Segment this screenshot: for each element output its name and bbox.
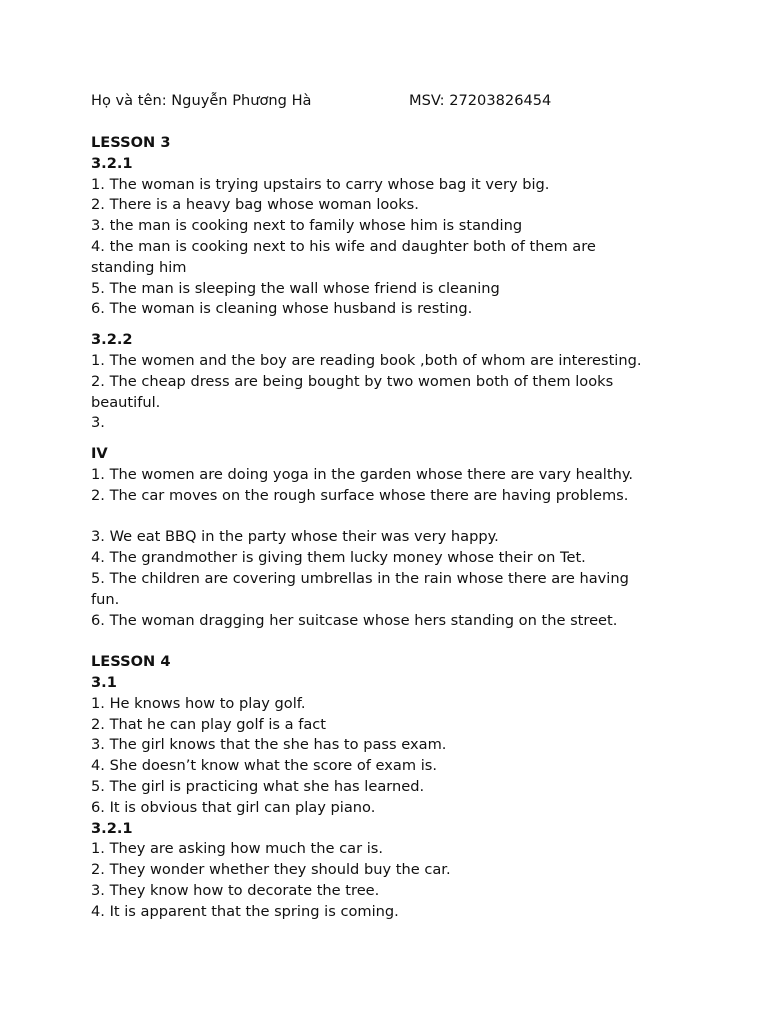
spacer [91,507,671,528]
answer-line: beautiful. [91,393,161,411]
answer-line: 4. She doesn’t know what the score of exam is. [91,757,438,775]
section-heading-3-2-1: 3.2.1 [91,819,133,837]
answer-line: 6. The woman dragging her suitcase whose hers standing on the street. [91,611,618,629]
answer-line: 3. the man is cooking next to family whose him is standing [91,217,523,235]
answer-line: 6. It is obvious that girl can play piano. [91,798,376,816]
answer-line: 2. That he can play golf is a fact [91,715,327,733]
answer-line: standing him [91,258,187,276]
answer-line: 3. The girl knows that the she has to pass exam. [91,736,447,754]
section-heading-3-2-1: 3.2.1 [91,154,133,172]
answer-line: 1. The women are doing yoga in the garden whose there are vary healthy. [91,465,634,483]
answer-line: 1. The woman is trying upstairs to carry whose bag it very big. [91,175,550,193]
answer-line: 1. They are asking how much the car is. [91,840,384,858]
answer-line: 6. The woman is cleaning whose husband is resting. [91,300,473,318]
answer-line: 1. He knows how to play golf. [91,694,306,712]
section-heading-iv: IV [91,445,108,463]
section-heading-3-2-2: 3.2.2 [91,331,133,349]
section-heading-3-1: 3.1 [91,673,117,691]
answer-line: 2. There is a heavy bag whose woman looks. [91,196,419,214]
student-name: Họ và tên: Nguyễn Phương Hà [91,92,312,109]
lesson-3-title: LESSON 3 [91,134,171,151]
answer-line: 1. The women and the boy are reading book ,both of whom are interesting. [91,351,642,369]
student-info-header [91,91,691,112]
answer-line: 3. They know how to decorate the tree. [91,881,380,899]
student-id: MSV: 27203826454 [409,92,552,109]
answer-line: 4. It is apparent that the spring is coming. [91,902,399,920]
answer-line: 2. They wonder whether they should buy the car. [91,861,451,879]
answer-line: 5. The children are covering umbrellas in the rain whose there are having [91,569,629,587]
answer-line: 4. The grandmother is giving them lucky money whose their on Tet. [91,549,586,567]
lesson-4-title: LESSON 4 [91,653,171,671]
answer-line: 4. the man is cooking next to his wife and daughter both of them are [91,237,596,255]
answer-line: 2. The cheap dress are being bought by two women both of them looks [91,372,614,390]
document-body [91,133,671,922]
spacer [91,631,671,652]
answer-line: 3. We eat BBQ in the party whose their was very happy. [91,528,499,546]
spacer [91,320,671,330]
answer-line: 2. The car moves on the rough surface whose there are having problems. [91,486,629,504]
answer-line: 5. The girl is practicing what she has learned. [91,777,425,795]
answer-line: 5. The man is sleeping the wall whose friend is cleaning [91,279,500,297]
spacer [91,434,671,444]
answer-line: 3. [91,414,105,432]
answer-line: fun. [91,590,120,608]
